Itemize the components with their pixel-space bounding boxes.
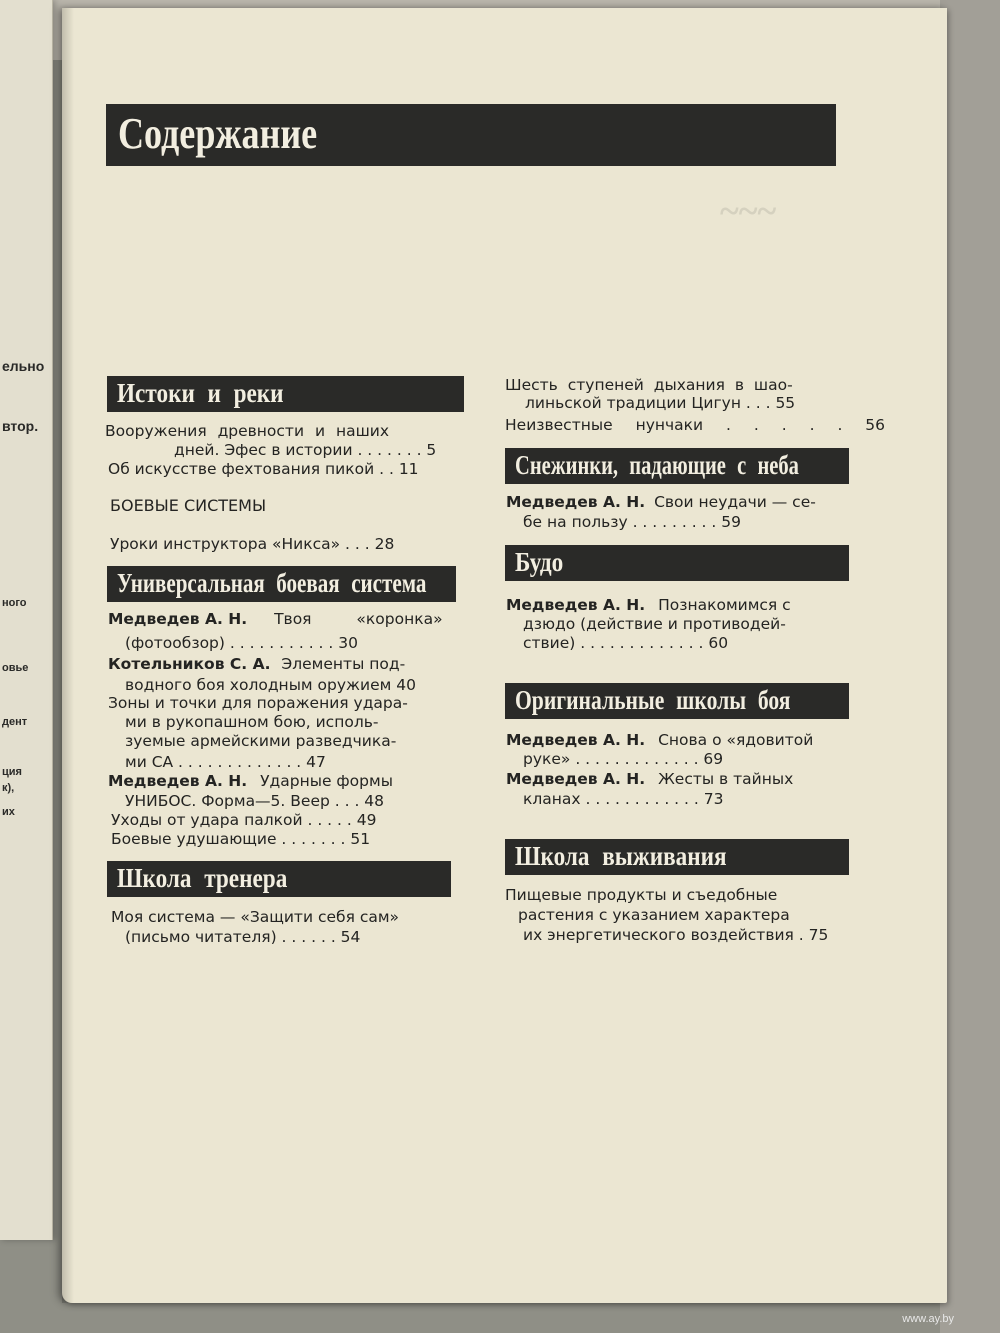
toc-line: Пищевые продукты и съедобные	[505, 886, 778, 904]
toc-line: (письмо читателя) . . . . . . 54	[125, 928, 361, 946]
left-fragment: овье	[2, 662, 29, 674]
left-fragment: дент	[2, 716, 28, 728]
toc-line: Уходы от удара палкой . . . . . 49	[111, 811, 377, 829]
toc-line: Медведев А. Н. Познакомимся с	[506, 596, 791, 614]
toc-line: Об искусстве фехтования пикой . . 11	[108, 460, 419, 478]
toc-line: их энергетического воздействия . 75	[523, 926, 829, 944]
toc-line: кланах . . . . . . . . . . . . 73	[523, 790, 724, 808]
page-title-bar	[106, 104, 836, 166]
toc-line: растения с указанием характера	[518, 906, 790, 924]
author-name: Котельников С. А.	[108, 655, 271, 673]
section-heading-originalnye: Оригинальные школы боя	[505, 683, 849, 719]
section-heading-budo: Будо	[505, 545, 849, 581]
left-fragment: к),	[2, 782, 15, 794]
watermark: www.ay.by	[902, 1313, 954, 1325]
toc-line: ми в рукопашном бою, исполь-	[125, 713, 379, 731]
toc-line: Медведев А. Н. Твоя «коронка»	[108, 610, 443, 628]
left-fragment: втор.	[2, 418, 39, 434]
left-page-edge	[0, 0, 53, 1240]
toc-line: ствие) . . . . . . . . . . . . . 60	[523, 634, 729, 652]
toc-line: УНИБОС. Форма—5. Веер . . . 48	[125, 792, 385, 810]
show-through-text: ~~~	[720, 191, 777, 231]
toc-line: Медведев А. Н. Ударные формы	[108, 772, 393, 790]
toc-line: Медведев А. Н. Жесты в тайных	[506, 770, 794, 788]
toc-line: Медведев А. Н. Снова о «ядовитой	[506, 731, 814, 749]
toc-line: Медведев А. Н. Свои неудачи — се-	[506, 493, 816, 511]
page-gutter-shadow	[62, 8, 74, 1303]
author-name: Медведев А. Н.	[506, 596, 646, 614]
toc-line: Котельников С. А. Элементы под-	[108, 655, 406, 673]
left-fragment: ельно	[2, 358, 45, 374]
section-heading-universal: Универсальная боевая система	[107, 566, 456, 602]
author-name: Медведев А. Н.	[506, 731, 646, 749]
left-fragment: ция	[2, 766, 22, 778]
left-fragment: их	[2, 806, 15, 818]
toc-line: (фотообзор) . . . . . . . . . . . 30	[125, 634, 358, 652]
section-heading-vyzhivanie: Школа выживания	[505, 839, 849, 875]
toc-line: ми СА . . . . . . . . . . . . . 47	[125, 753, 326, 771]
toc-line: Вооружения древности и наших	[105, 422, 390, 440]
author-name: Медведев А. Н.	[108, 610, 248, 628]
toc-line: бе на пользу . . . . . . . . . 59	[523, 513, 741, 531]
toc-line: Моя система — «Защити себя сам»	[111, 908, 400, 926]
left-fragment: ного	[2, 597, 27, 609]
author-name: Медведев А. Н.	[506, 493, 646, 511]
toc-line: Уроки инструктора «Никса» . . . 28	[110, 535, 395, 553]
toc-line: дней. Эфес в истории . . . . . . . 5	[174, 441, 437, 459]
page-title: Содержание	[118, 109, 318, 158]
toc-line: дзюдо (действие и противодей-	[523, 615, 786, 633]
toc-line: линьской традиции Цигун . . . 55	[525, 394, 796, 412]
toc-line: Неизвестные нунчаки . . . . . 56	[505, 416, 886, 434]
toc-line: водного боя холодным оружием 40	[125, 676, 416, 694]
toc-line: Боевые удушающие . . . . . . . 51	[111, 830, 371, 848]
author-name: Медведев А. Н.	[108, 772, 248, 790]
section-heading-istoki: Истоки и реки	[107, 376, 464, 412]
toc-line: зуемые армейскими разведчика-	[125, 732, 397, 750]
toc-line: Шесть ступеней дыхания в шао-	[505, 376, 793, 394]
author-name: Медведев А. Н.	[506, 770, 646, 788]
toc-line: руке» . . . . . . . . . . . . . 69	[523, 750, 724, 768]
toc-line: Зоны и точки для поражения удара-	[108, 694, 408, 712]
section-label-boevye: БОЕВЫЕ СИСТЕМЫ	[110, 496, 267, 515]
section-heading-shkola-trenera: Школа тренера	[107, 861, 451, 897]
section-heading-snezhinki: Снежинки, падающие с неба	[505, 448, 849, 484]
background-right	[940, 0, 1000, 1333]
